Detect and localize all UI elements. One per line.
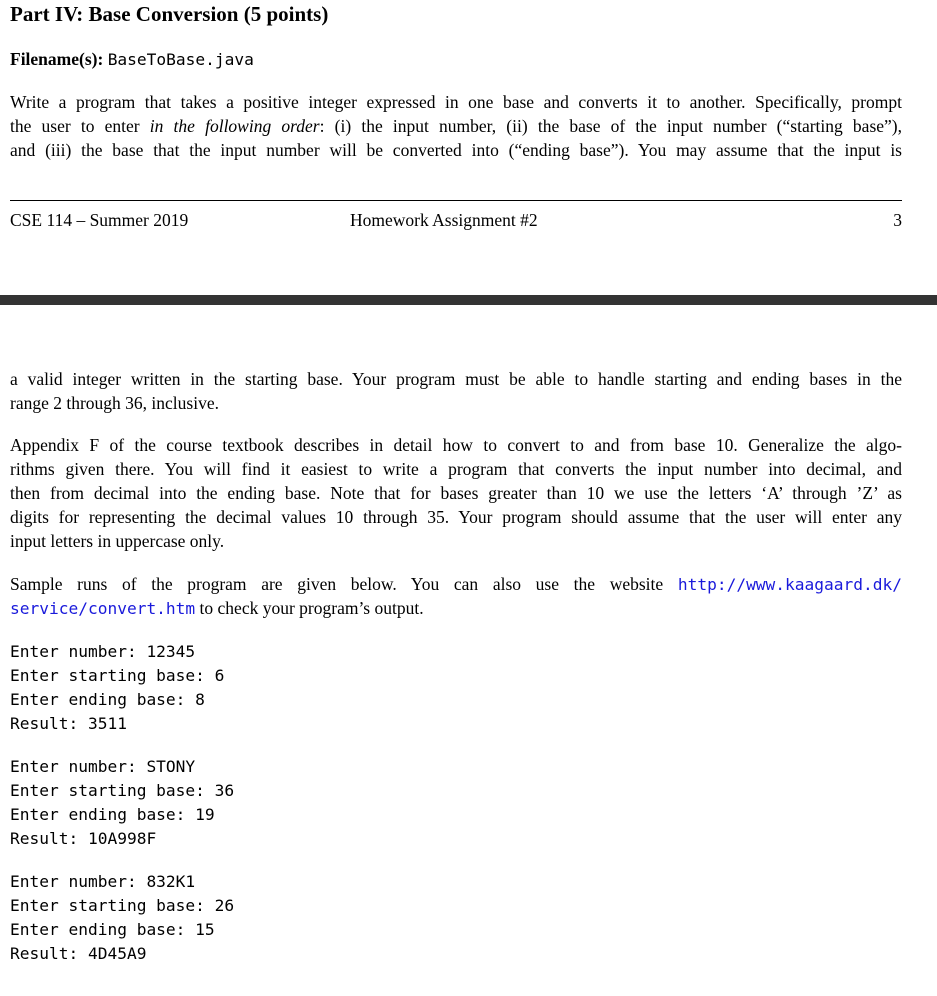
intro-line-2a: the user to enter xyxy=(10,116,150,136)
p1-line-1: a valid integer written in the starting base. Your program must be able to handle starting and ending bases in the xyxy=(10,369,902,389)
intro-emphasis: in the following order xyxy=(149,116,320,136)
p3-line-1 xyxy=(10,572,902,597)
p2-line-3: then from decimal into the ending base. Note that for bases greater than 10 we use the letters ‘A’ through ’Z’ as xyxy=(10,483,902,503)
run-2-line-4: Result: 10A998F xyxy=(10,829,157,848)
run-2-line-1: Enter number: STONY xyxy=(10,757,196,776)
p2-line-2: rithms given there. You will find it easiest to write a program that converts the input number into decimal, and xyxy=(10,459,902,479)
p3-line-1-text: Sample runs of the program are given below. You can also use the website xyxy=(10,574,664,594)
run-1-line-2: Enter starting base: 6 xyxy=(10,666,225,685)
intro-line-1: Write a program that takes a positive integer expressed in one base and converts it to another. Specifically, prompt xyxy=(10,92,902,112)
website-link-part-1[interactable]: http://www.kaagaard.dk/ xyxy=(677,575,902,594)
intro-line-2c: : (i) the input number, (ii) the base of the input number (“starting base”), xyxy=(319,116,902,136)
run-1-line-1: Enter number: 12345 xyxy=(10,642,196,661)
run-3-line-4: Result: 4D45A9 xyxy=(10,944,147,963)
p3-line-2-text: to check your program’s output. xyxy=(195,598,424,618)
footer-assignment: Homework Assignment #2 xyxy=(350,210,538,230)
website-link-part-2[interactable]: service/convert.htm xyxy=(10,599,196,618)
run-2-line-3: Enter ending base: 19 xyxy=(10,805,215,824)
run-2-line-2: Enter starting base: 36 xyxy=(10,781,235,800)
run-3-line-2: Enter starting base: 26 xyxy=(10,896,235,915)
run-1-line-4: Result: 3511 xyxy=(10,714,127,733)
footer-rule xyxy=(10,200,902,201)
section-title: Part IV: Base Conversion (5 points) xyxy=(10,2,329,26)
p1-line-2: range 2 through 36, inclusive. xyxy=(10,393,219,413)
filename-row xyxy=(10,47,254,72)
page-break-bar xyxy=(0,295,937,305)
run-3-line-1: Enter number: 832K1 xyxy=(10,872,196,891)
p3-line-2 xyxy=(10,596,424,621)
filename-label: Filename(s): xyxy=(10,49,104,69)
run-1-line-3: Enter ending base: 8 xyxy=(10,690,205,709)
filename-value: BaseToBase.java xyxy=(107,50,254,69)
footer-page-number: 3 xyxy=(893,210,902,230)
run-3-line-3: Enter ending base: 15 xyxy=(10,920,215,939)
footer-course: CSE 114 – Summer 2019 xyxy=(10,210,189,230)
p2-line-5: input letters in uppercase only. xyxy=(10,531,225,551)
p2-line-4: digits for representing the decimal values 10 through 35. Your program should assume that the user will enter any xyxy=(10,507,902,527)
intro-line-2 xyxy=(10,114,902,138)
p2-line-1: Appendix F of the course textbook describes in detail how to convert to and from base 10. Generalize the algo- xyxy=(10,435,902,455)
intro-line-3: and (iii) the base that the input number will be converted into (“ending base”). You may assume that the input is xyxy=(10,140,902,160)
